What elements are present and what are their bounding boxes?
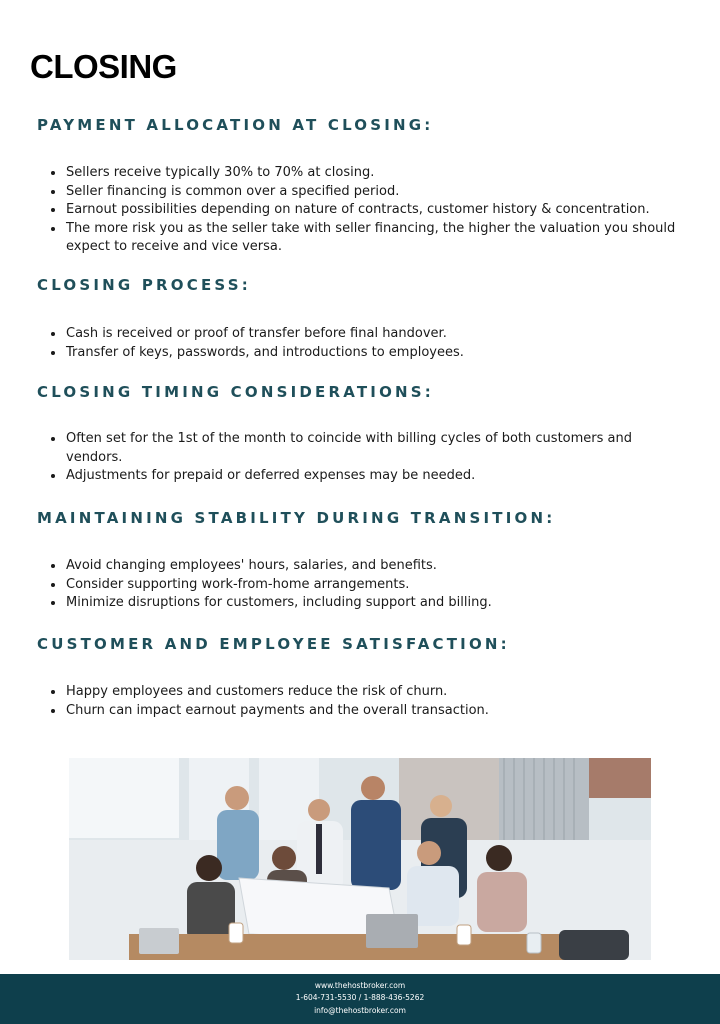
footer-website-link[interactable]: www.thehostbroker.com [314,981,406,990]
section-heading: CLOSING PROCESS: [37,276,251,294]
list-item: Earnout possibilities depending on nature of contracts, customer history & concentration. [37,201,677,220]
bullet-list [37,164,677,257]
list-item: Churn can impact earnout payments and the overall transaction. [37,702,677,721]
section-closing-process [37,276,677,362]
list-item: Sellers receive typically 30% to 70% at closing. [37,164,677,183]
footer-email-link[interactable]: info@thehostbroker.com [314,1005,406,1015]
list-item: Seller financing is common over a specified period. [37,183,677,202]
list-item: Often set for the 1st of the month to coincide with billing cycles of both customers and vendors. [37,430,677,467]
bullet-list [37,557,677,613]
section-closing-timing [37,383,677,486]
section-heading: PAYMENT ALLOCATION AT CLOSING: [37,116,434,134]
footer-phone-numbers: 1-604-731-5530 / 1-888-436-5262 [295,993,425,1003]
team-meeting-photo [69,758,651,960]
page-title: CLOSING [30,48,177,85]
bullet-list [37,325,677,362]
list-item: Cash is received or proof of transfer before final handover. [37,325,677,344]
team-meeting-illustration [69,758,651,960]
section-heading: CLOSING TIMING CONSIDERATIONS: [37,383,434,401]
bullet-list [37,683,677,720]
list-item: The more risk you as the seller take with seller financing, the higher the valuation you should expect to receive and vice versa. [37,220,677,257]
list-item: Consider supporting work-from-home arrangements. [37,576,677,595]
list-item: Adjustments for prepaid or deferred expenses may be needed. [37,467,677,486]
list-item: Minimize disruptions for customers, including support and billing. [37,594,677,613]
bullet-list [37,430,677,486]
section-heading: CUSTOMER AND EMPLOYEE SATISFACTION: [37,635,510,653]
footer [0,974,720,1024]
section-payment-allocation [37,116,677,257]
section-satisfaction [37,635,677,720]
section-heading: MAINTAINING STABILITY DURING TRANSITION: [37,509,556,527]
list-item: Transfer of keys, passwords, and introductions to employees. [37,344,677,363]
list-item: Avoid changing employees' hours, salaries, and benefits. [37,557,677,576]
list-item: Happy employees and customers reduce the risk of churn. [37,683,677,702]
section-maintaining-stability [37,509,677,613]
